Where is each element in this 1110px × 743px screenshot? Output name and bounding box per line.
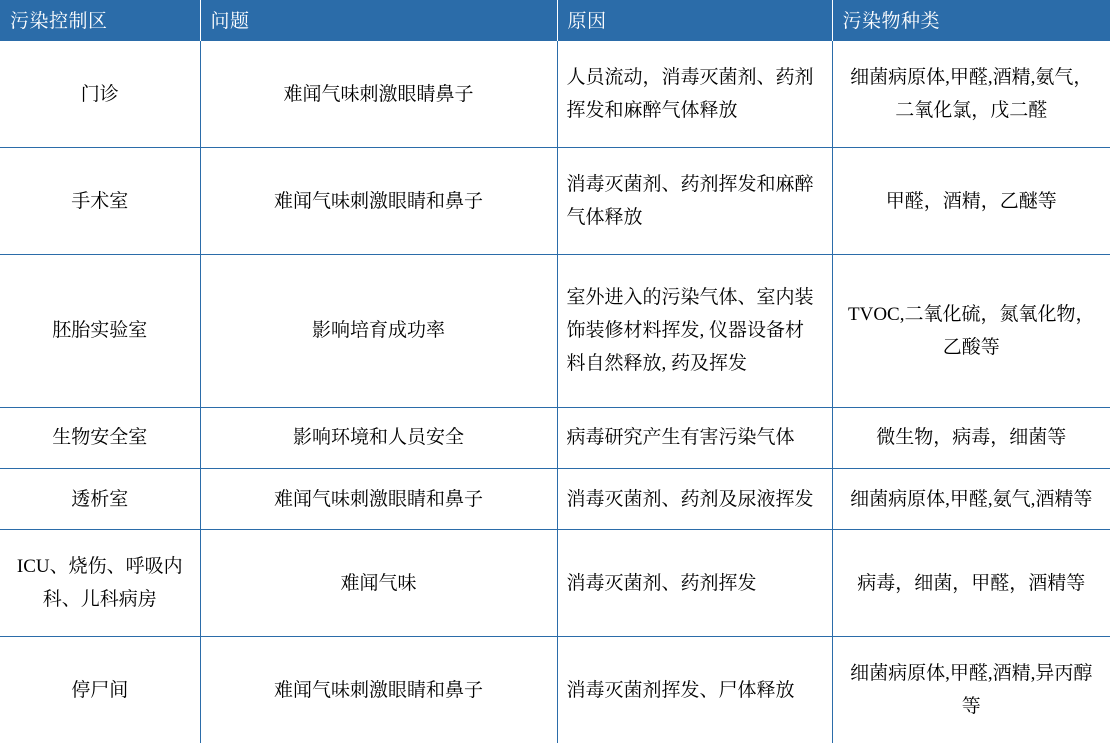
cell-pollutant-type: TVOC,二氧化硫，氮氧化物，乙酸等: [832, 255, 1110, 408]
table-row: [0, 469, 1110, 530]
cell-cause: 消毒灭菌剂、药剂及尿液挥发: [557, 469, 832, 530]
cell-issue: 难闻气味: [200, 530, 557, 637]
table-row: [0, 407, 1110, 468]
cell-issue: 难闻气味刺激眼睛和鼻子: [200, 148, 557, 255]
cell-issue: 难闻气味刺激眼睛鼻子: [200, 41, 557, 148]
table-body: [0, 41, 1110, 743]
cell-area: 停尸间: [0, 637, 200, 743]
column-header-issue: 问题: [200, 0, 557, 41]
table-header-row: [0, 0, 1110, 41]
table-row: [0, 255, 1110, 408]
cell-area: 手术室: [0, 148, 200, 255]
cell-cause: 室外进入的污染气体、室内装饰装修材料挥发, 仪器设备材料自然释放, 药及挥发: [557, 255, 832, 408]
cell-issue: 难闻气味刺激眼睛和鼻子: [200, 637, 557, 743]
cell-cause: 消毒灭菌剂、药剂挥发: [557, 530, 832, 637]
table-header: [0, 0, 1110, 41]
column-header-area: 污染控制区: [0, 0, 200, 41]
cell-area: 生物安全室: [0, 407, 200, 468]
cell-area: 透析室: [0, 469, 200, 530]
cell-cause: 人员流动，消毒灭菌剂、药剂挥发和麻醉气体释放: [557, 41, 832, 148]
cell-pollutant-type: 细菌病原体,甲醛,酒精,异丙醇等: [832, 637, 1110, 743]
cell-cause: 消毒灭菌剂、药剂挥发和麻醉气体释放: [557, 148, 832, 255]
table-row: [0, 530, 1110, 637]
cell-cause: 消毒灭菌剂挥发、尸体释放: [557, 637, 832, 743]
column-header-pollutant-type: 污染物种类: [832, 0, 1110, 41]
table-row: [0, 41, 1110, 148]
cell-area: 门诊: [0, 41, 200, 148]
cell-issue: 难闻气味刺激眼睛和鼻子: [200, 469, 557, 530]
cell-issue: 影响环境和人员安全: [200, 407, 557, 468]
cell-pollutant-type: 甲醛，酒精，乙醚等: [832, 148, 1110, 255]
cell-area: 胚胎实验室: [0, 255, 200, 408]
cell-cause: 病毒研究产生有害污染气体: [557, 407, 832, 468]
table-row: [0, 148, 1110, 255]
column-header-cause: 原因: [557, 0, 832, 41]
cell-pollutant-type: 细菌病原体,甲醛,氨气,酒精等: [832, 469, 1110, 530]
cell-pollutant-type: 病毒，细菌，甲醛，酒精等: [832, 530, 1110, 637]
table-row: [0, 637, 1110, 743]
cell-pollutant-type: 细菌病原体,甲醛,酒精,氨气，二氧化氯，戊二醛: [832, 41, 1110, 148]
cell-area: ICU、烧伤、呼吸内科、儿科病房: [0, 530, 200, 637]
cell-pollutant-type: 微生物，病毒，细菌等: [832, 407, 1110, 468]
cell-issue: 影响培育成功率: [200, 255, 557, 408]
